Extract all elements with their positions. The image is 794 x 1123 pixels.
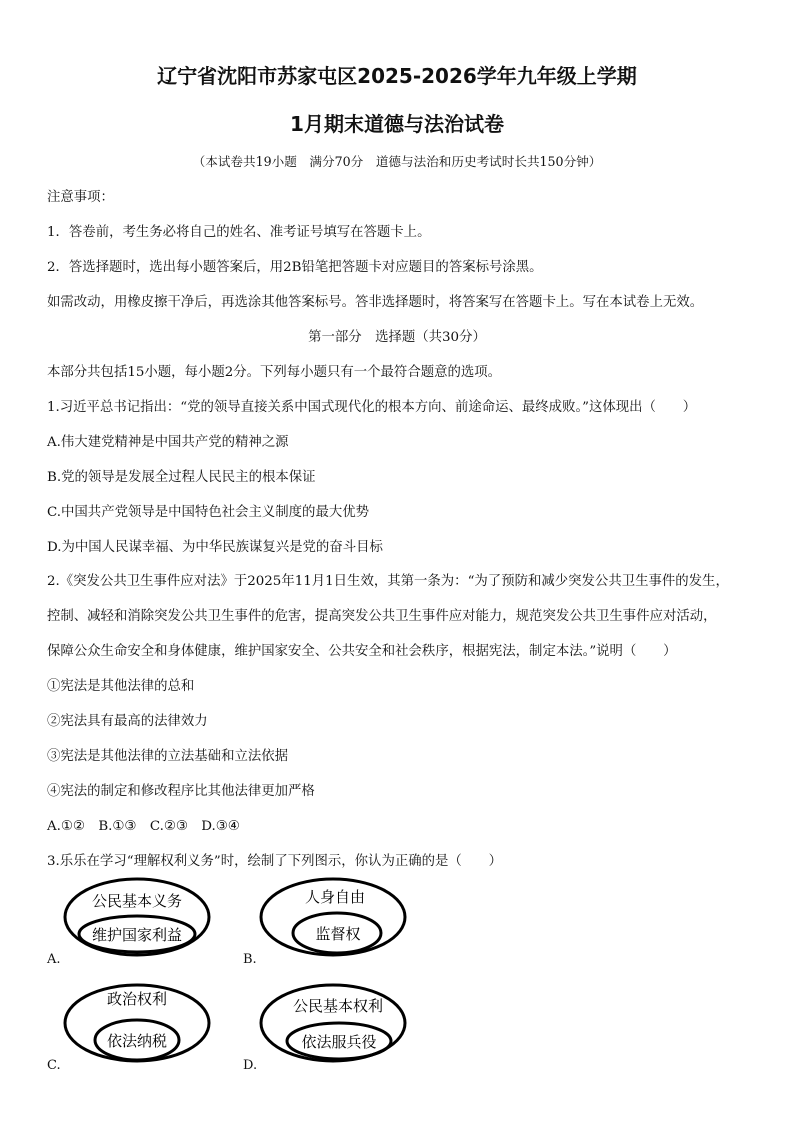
title-line-1: 辽宁省沈阳市苏家屯区2025-2026学年九年级上学期 [157,64,637,88]
title-line-2: 1月期末道德与法治试卷 [290,112,504,136]
q1-option-d: D.为中国人民谋幸福、为中华民族谋复兴是党的奋斗目标 [47,540,383,555]
note-3: 如需改动，用橡皮擦干净后，再选涂其他答案标号。答非选择题时，将答案写在答题卡上。写在本试卷上无效。 [47,295,704,310]
q2-statement-1: ①宪法是其他法律的总和 [47,679,195,694]
q2-stem-1: 2.《突发公共卫生事件应对法》于2025年11月1日生效，其第一条为：“为了预防和减少突发公共卫生事件的发生， [47,574,729,589]
q3-diagram-b [258,876,408,958]
part1-heading: 第一部分 选择题（共30分） [308,330,486,345]
q3-diagram-d [258,982,408,1064]
note-1: 1．答卷前，考生务必将自己的姓名、准考证号填写在答题卡上。 [47,225,431,240]
notes-heading: 注意事项： [47,190,114,205]
q3-option-b-letter: B. [243,952,257,967]
q1-option-c: C.中国共产党领导是中国特色社会主义制度的最大优势 [47,505,370,520]
q2-choices: A.①② B.①③ C.②③ D.③④ [47,819,240,834]
inner-label: 依法服兵役 [301,1033,377,1051]
q3-diagram-a [62,876,212,958]
outer-label: 公民基本权利 [292,997,384,1015]
inner-label: 监督权 [315,925,361,943]
q3-option-a-letter: A. [47,952,61,967]
q2-statement-2: ②宪法具有最高的法律效力 [47,714,208,729]
q1-stem: 1.习近平总书记指出：“党的领导直接关系中国式现代化的根本方向、前途命运、最终成败。”这体现出（ ） [47,400,697,415]
outer-label: 政治权利 [106,990,168,1008]
q3-stem: 3.乐乐在学习“理解权利义务”时，绘制了下列图示，你认为正确的是（ ） [47,854,502,869]
q3-diagram-c [62,982,212,1064]
q1-option-a: A.伟大建党精神是中国共产党的精神之源 [47,435,289,450]
q2-stem-2: 控制、减轻和消除突发公共卫生事件的危害，提高突发公共卫生事件应对能力，规范突发公共卫生事件应对活动， [47,609,717,624]
note-2: 2．答选择题时，选出每小题答案后，用2B铅笔把答题卡对应题目的答案标号涂黑。 [47,260,543,275]
outer-label: 公民基本义务 [91,892,183,910]
exam-subtitle: （本试卷共19小题 满分70分 道德与法治和历史考试时长共150分钟） [192,154,602,169]
inner-label: 维护国家利益 [91,926,183,944]
q3-option-c-letter: C. [47,1058,61,1073]
q2-statement-3: ③宪法是其他法律的立法基础和立法依据 [47,749,289,764]
inner-label: 依法纳税 [106,1032,168,1050]
q2-stem-3: 保障公众生命安全和身体健康，维护国家安全、公共安全和社会秩序，根据宪法，制定本法。”说明（ ） [47,644,677,659]
q3-option-d-letter: D. [243,1058,258,1073]
outer-label: 人身自由 [304,888,366,906]
part1-intro: 本部分共包括15小题，每小题2分。下列每小题只有一个最符合题意的选项。 [47,365,502,380]
q1-option-b: B.党的领导是发展全过程人民民主的根本保证 [47,470,316,485]
q2-statement-4: ④宪法的制定和修改程序比其他法律更加严格 [47,784,315,799]
